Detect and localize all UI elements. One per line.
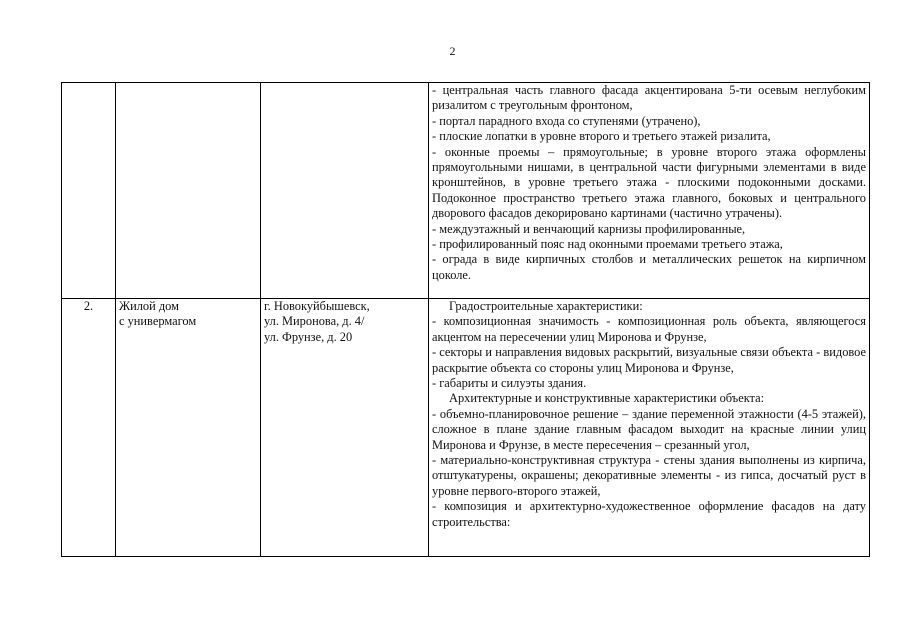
description-paragraph: - материально-конструктивная структура - стены здания выполнены из кирпича, отштукатурены, окрашены; декоративные элементы - из гипса, досчатый руст в уровне первого-второго этажей, (432, 453, 866, 498)
heritage-table (61, 82, 870, 557)
description-paragraph: - плоские лопатки в уровне второго и третьего этажей ризалита, (432, 129, 771, 144)
row-number-cell (62, 299, 116, 557)
table-row (62, 83, 870, 299)
object-name-cell (116, 299, 261, 557)
description-cell (429, 83, 870, 299)
object-name-cell (116, 83, 261, 299)
description-paragraph: - центральная часть главного фасада акцентирована 5-ти осевым неглубоким ризалитом с треугольным фронтоном, (432, 83, 866, 113)
description-paragraph: - габариты и силуэты здания. (432, 376, 587, 391)
address-cell (261, 299, 429, 557)
description-paragraph: - портал парадного входа со ступенями (утрачено), (432, 113, 701, 128)
description-paragraph: - композиция и архитектурно-художественное оформление фасадов на дату строительства: (432, 499, 866, 529)
table-row (62, 299, 870, 557)
address-line: ул. Фрунзе, д. 20 (264, 329, 353, 344)
description-paragraph: - объемно-планировочное решение – здание переменной этажности (4-5 этажей), сложное в плане здание главным фасадом выходит на красные линии улиц Миронова и Фрунзе, в месте пересечения – срезанный угол, (432, 406, 866, 452)
description-paragraph: - композиционная значимость - композиционная роль объекта, являющегося акцентом на пересечении улиц Миронова и Фрунзе, (432, 314, 866, 344)
description-paragraph: - профилированный пояс над оконными проемами третьего этажа, (432, 237, 783, 252)
page-number: 2 (449, 44, 456, 58)
description-paragraph: - междуэтажный и венчающий карнизы профилированные, (432, 221, 746, 236)
description-cell (429, 299, 870, 557)
description-paragraph: - ограда в виде кирпичных столбов и металлических решеток на кирпичном цоколе. (432, 252, 866, 282)
description-paragraph: Градостроительные характеристики: (449, 299, 643, 313)
description-paragraph: - секторы и направления видовых раскрытий, визуальные связи объекта - видовое раскрытие объекта со стороны улиц Миронова и Фрунзе, (432, 345, 866, 375)
address-line: г. Новокуйбышевск, (264, 299, 370, 313)
object-name-line: с универмагом (119, 314, 197, 329)
row-number: 2. (83, 299, 94, 313)
description-paragraph: Архитектурные и конструктивные характеристики объекта: (449, 391, 765, 406)
description-paragraph: - оконные проемы – прямоугольные; в уровне второго этажа оформлены прямоугольными нишами, в центральной части фигурными элементами в виде кронштейнов, в уровне третьего этажа - плоскими подоконными досками. Подоконное пространство третьего этажа главного, боковых и центрального дворового фасадов декорировано картинами (частично утрачены). (432, 144, 866, 221)
object-name-line: Жилой дом (119, 299, 179, 313)
address-line: ул. Миронова, д. 4/ (264, 314, 365, 329)
address-cell (261, 83, 429, 299)
row-number-cell (62, 83, 116, 299)
